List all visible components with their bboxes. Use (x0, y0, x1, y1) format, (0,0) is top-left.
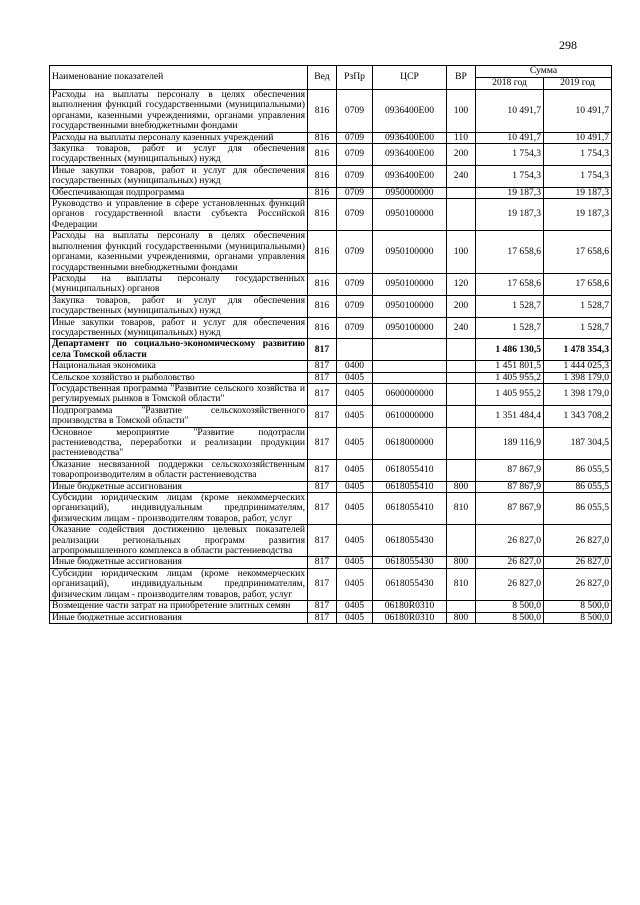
table-row (50, 459, 612, 481)
cell-name: Закупка товаров, работ и услуг для обеспечения государственных (муниципальных) нужд (50, 144, 308, 166)
cell-sum-2019: 1 398 179,0 (544, 383, 612, 405)
cell-sum-2018: 1 405 955,2 (476, 383, 544, 405)
table-row (50, 493, 612, 525)
header-vr: ВР (447, 66, 476, 90)
cell-name: Иные закупки товаров, работ и услуг для обеспечения государственных (муниципальных) нужд (50, 165, 308, 187)
table-row (50, 372, 612, 383)
cell-rzpr: 0400 (337, 361, 373, 372)
cell-sum-2019: 1 398 179,0 (544, 372, 612, 383)
cell-ved: 817 (308, 372, 337, 383)
table-row (50, 383, 612, 405)
cell-csr: 0618055410 (373, 493, 447, 525)
cell-name: Иные закупки товаров, работ и услуг для обеспечения государственных (муниципальных) нужд (50, 317, 308, 339)
cell-sum-2018: 8 500,0 (476, 612, 544, 623)
cell-rzpr: 0405 (337, 427, 373, 459)
table-row (50, 187, 612, 198)
cell-vr (447, 601, 476, 612)
table-row (50, 295, 612, 317)
cell-name: Подпрограмма "Развитие сельскохозяйственного производства в Томской области" (50, 405, 308, 427)
table-row (50, 317, 612, 339)
table-row (50, 144, 612, 166)
table-row (50, 525, 612, 557)
cell-rzpr: 0709 (337, 199, 373, 231)
table-row (50, 405, 612, 427)
cell-vr (447, 339, 476, 361)
cell-rzpr: 0709 (337, 231, 373, 274)
cell-csr: 0936400Е00 (373, 144, 447, 166)
cell-ved: 816 (308, 273, 337, 295)
cell-vr (447, 459, 476, 481)
table-row (50, 339, 612, 361)
cell-csr: 0618000000 (373, 427, 447, 459)
cell-sum-2019: 187 304,5 (544, 427, 612, 459)
table-row (50, 90, 612, 133)
cell-ved: 817 (308, 601, 337, 612)
cell-rzpr: 0405 (337, 405, 373, 427)
cell-vr: 240 (447, 317, 476, 339)
cell-ved: 816 (308, 317, 337, 339)
cell-name: Иные бюджетные ассигнования (50, 557, 308, 568)
cell-rzpr: 0709 (337, 165, 373, 187)
cell-sum-2018: 1 451 801,5 (476, 361, 544, 372)
cell-name: Оказание содействия достижению целевых показателей реализации региональных программ развития агропромышленного комплекса в области растениеводства (50, 525, 308, 557)
cell-sum-2019: 26 827,0 (544, 568, 612, 600)
cell-name: Национальная экономика (50, 361, 308, 372)
cell-name: Расходы на выплаты персоналу в целях обеспечения выполнения функций государственными (муниципальными) органами, казенными учреждениями, органами управления государственными внебюджетными фондами (50, 90, 308, 133)
cell-name: Расходы на выплаты персоналу государственных (муниципальных) органов (50, 273, 308, 295)
cell-csr: 0936400Е00 (373, 90, 447, 133)
cell-ved: 817 (308, 361, 337, 372)
cell-vr: 800 (447, 481, 476, 492)
header-year-2018: 2018 год (476, 78, 544, 90)
cell-csr: 0950100000 (373, 273, 447, 295)
cell-rzpr: 0405 (337, 612, 373, 623)
table-row (50, 199, 612, 231)
cell-ved: 817 (308, 612, 337, 623)
cell-sum-2019: 86 055,5 (544, 481, 612, 492)
cell-sum-2018: 87 867,9 (476, 493, 544, 525)
cell-vr: 100 (447, 231, 476, 274)
table-body (50, 90, 612, 624)
table-row (50, 568, 612, 600)
cell-sum-2018: 19 187,3 (476, 199, 544, 231)
cell-sum-2019: 19 187,3 (544, 187, 612, 198)
cell-sum-2018: 1 754,3 (476, 165, 544, 187)
table-row (50, 231, 612, 274)
cell-csr: 0618055430 (373, 525, 447, 557)
cell-rzpr: 0405 (337, 493, 373, 525)
table-row (50, 165, 612, 187)
cell-csr: 0936400Е00 (373, 132, 447, 143)
table-row (50, 361, 612, 372)
cell-csr: 0950000000 (373, 187, 447, 198)
cell-name: Субсидии юридическим лицам (кроме некоммерческих организаций), индивидуальным предпринимателям, физическим лицам - производителям товаров, работ, услуг (50, 568, 308, 600)
cell-sum-2018: 10 491,7 (476, 90, 544, 133)
cell-sum-2019: 26 827,0 (544, 525, 612, 557)
cell-csr: 0618055430 (373, 557, 447, 568)
table-row (50, 273, 612, 295)
cell-sum-2018: 1 528,7 (476, 317, 544, 339)
cell-sum-2019: 86 055,5 (544, 459, 612, 481)
cell-sum-2019: 19 187,3 (544, 199, 612, 231)
cell-rzpr: 0405 (337, 372, 373, 383)
cell-csr: 0950100000 (373, 199, 447, 231)
cell-ved: 816 (308, 231, 337, 274)
cell-sum-2018: 8 500,0 (476, 601, 544, 612)
header-year-2019: 2019 год (544, 78, 612, 90)
cell-sum-2018: 87 867,9 (476, 481, 544, 492)
table-row (50, 427, 612, 459)
cell-name: Закупка товаров, работ и услуг для обеспечения государственных (муниципальных) нужд (50, 295, 308, 317)
cell-rzpr: 0405 (337, 601, 373, 612)
cell-vr: 800 (447, 557, 476, 568)
cell-csr: 0618055430 (373, 568, 447, 600)
cell-csr: 0600000000 (373, 383, 447, 405)
cell-ved: 817 (308, 568, 337, 600)
cell-rzpr: 0709 (337, 273, 373, 295)
cell-name: Сельское хозяйство и рыболовство (50, 372, 308, 383)
header-rzpr: РзПр (337, 66, 373, 90)
cell-name: Субсидии юридическим лицам (кроме некоммерческих организаций), индивидуальным предпринимателям, физическим лицам - производителям товаров, работ, услуг (50, 493, 308, 525)
cell-sum-2018: 1 754,3 (476, 144, 544, 166)
header-csr: ЦСР (373, 66, 447, 90)
cell-ved: 817 (308, 427, 337, 459)
cell-sum-2018: 17 658,6 (476, 231, 544, 274)
cell-csr: 0950100000 (373, 295, 447, 317)
cell-vr (447, 427, 476, 459)
cell-ved: 817 (308, 405, 337, 427)
cell-vr (447, 405, 476, 427)
cell-name: Департамент по социально-экономическому развитию села Томской области (50, 339, 308, 361)
cell-ved: 816 (308, 295, 337, 317)
header-ved: Вед (308, 66, 337, 90)
cell-name: Возмещение части затрат на приобретение элитных семян (50, 601, 308, 612)
cell-ved: 817 (308, 459, 337, 481)
cell-sum-2019: 86 055,5 (544, 493, 612, 525)
cell-sum-2018: 1 351 484,4 (476, 405, 544, 427)
cell-name: Иные бюджетные ассигнования (50, 481, 308, 492)
table-header (50, 66, 612, 90)
cell-sum-2019: 1 754,3 (544, 144, 612, 166)
cell-vr (447, 383, 476, 405)
page-number: 298 (559, 38, 577, 52)
cell-vr: 810 (447, 493, 476, 525)
cell-name: Расходы на выплаты персоналу казенных учреждений (50, 132, 308, 143)
budget-table (49, 65, 612, 624)
cell-sum-2018: 26 827,0 (476, 557, 544, 568)
cell-ved: 816 (308, 90, 337, 133)
cell-sum-2019: 26 827,0 (544, 557, 612, 568)
cell-ved: 817 (308, 383, 337, 405)
cell-name: Государственная программа "Развитие сельского хозяйства и регулируемых рынков в Томской области" (50, 383, 308, 405)
cell-sum-2018: 10 491,7 (476, 132, 544, 143)
cell-name: Иные бюджетные ассигнования (50, 612, 308, 623)
cell-vr (447, 187, 476, 198)
cell-rzpr: 0709 (337, 187, 373, 198)
cell-sum-2018: 1 405 955,2 (476, 372, 544, 383)
cell-rzpr: 0405 (337, 459, 373, 481)
cell-name: Обеспечивающая подпрограмма (50, 187, 308, 198)
cell-csr (373, 361, 447, 372)
cell-sum-2018: 1 528,7 (476, 295, 544, 317)
cell-rzpr: 0709 (337, 90, 373, 133)
cell-vr: 800 (447, 612, 476, 623)
cell-sum-2019: 1 528,7 (544, 317, 612, 339)
cell-ved: 816 (308, 165, 337, 187)
cell-rzpr: 0405 (337, 525, 373, 557)
cell-name: Основное мероприятие "Развитие подотрасли растениеводства, переработки и реализации продукции растениеводства" (50, 427, 308, 459)
cell-rzpr: 0709 (337, 132, 373, 143)
cell-sum-2019: 10 491,7 (544, 132, 612, 143)
cell-sum-2018: 189 116,9 (476, 427, 544, 459)
table-row (50, 612, 612, 623)
cell-sum-2019: 8 500,0 (544, 612, 612, 623)
cell-sum-2019: 17 658,6 (544, 231, 612, 274)
table-row (50, 601, 612, 612)
cell-vr (447, 525, 476, 557)
cell-sum-2019: 8 500,0 (544, 601, 612, 612)
cell-ved: 816 (308, 187, 337, 198)
cell-csr: 0618055410 (373, 481, 447, 492)
cell-ved: 817 (308, 339, 337, 361)
table-row (50, 132, 612, 143)
cell-sum-2019: 1 528,7 (544, 295, 612, 317)
cell-ved: 816 (308, 144, 337, 166)
cell-vr (447, 199, 476, 231)
cell-ved: 817 (308, 481, 337, 492)
cell-name: Оказание несвязанной поддержки сельскохозяйственным товаропроизводителям в области растениеводства (50, 459, 308, 481)
cell-name: Руководство и управление в сфере установленных функций органов государственной власти субъекта Российской Федерации (50, 199, 308, 231)
cell-ved: 817 (308, 557, 337, 568)
cell-ved: 816 (308, 132, 337, 143)
cell-rzpr: 0405 (337, 481, 373, 492)
cell-ved: 817 (308, 525, 337, 557)
cell-name: Расходы на выплаты персоналу в целях обеспечения выполнения функций государственными (муниципальными) органами, казенными учреждениями, органами управления государственными внебюджетными фондами (50, 231, 308, 274)
cell-vr (447, 372, 476, 383)
cell-rzpr: 0709 (337, 144, 373, 166)
cell-csr: 06180R0310 (373, 601, 447, 612)
cell-rzpr (337, 339, 373, 361)
cell-sum-2018: 26 827,0 (476, 568, 544, 600)
cell-ved: 816 (308, 199, 337, 231)
cell-csr: 0950100000 (373, 317, 447, 339)
cell-rzpr: 0709 (337, 317, 373, 339)
cell-sum-2019: 1 754,3 (544, 165, 612, 187)
cell-sum-2019: 1 343 708,2 (544, 405, 612, 427)
cell-vr: 240 (447, 165, 476, 187)
cell-vr: 200 (447, 144, 476, 166)
cell-vr (447, 361, 476, 372)
cell-sum-2018: 1 486 130,5 (476, 339, 544, 361)
table-row (50, 557, 612, 568)
cell-sum-2018: 87 867,9 (476, 459, 544, 481)
cell-csr: 0936400Е00 (373, 165, 447, 187)
cell-csr (373, 339, 447, 361)
cell-csr (373, 372, 447, 383)
cell-vr: 100 (447, 90, 476, 133)
cell-sum-2018: 19 187,3 (476, 187, 544, 198)
cell-sum-2018: 26 827,0 (476, 525, 544, 557)
cell-sum-2019: 1 444 025,3 (544, 361, 612, 372)
cell-rzpr: 0405 (337, 557, 373, 568)
cell-rzpr: 0405 (337, 568, 373, 600)
cell-ved: 817 (308, 493, 337, 525)
header-sum: Сумма (476, 66, 612, 78)
cell-csr: 06180R0310 (373, 612, 447, 623)
cell-rzpr: 0709 (337, 295, 373, 317)
cell-rzpr: 0405 (337, 383, 373, 405)
cell-vr: 810 (447, 568, 476, 600)
table-row (50, 481, 612, 492)
cell-csr: 0618055410 (373, 459, 447, 481)
cell-vr: 200 (447, 295, 476, 317)
cell-vr: 110 (447, 132, 476, 143)
cell-sum-2019: 17 658,6 (544, 273, 612, 295)
cell-vr: 120 (447, 273, 476, 295)
cell-csr: 0950100000 (373, 231, 447, 274)
cell-csr: 0610000000 (373, 405, 447, 427)
cell-sum-2018: 17 658,6 (476, 273, 544, 295)
cell-sum-2019: 10 491,7 (544, 90, 612, 133)
cell-sum-2019: 1 478 354,3 (544, 339, 612, 361)
header-name: Наименование показателей (50, 66, 308, 90)
